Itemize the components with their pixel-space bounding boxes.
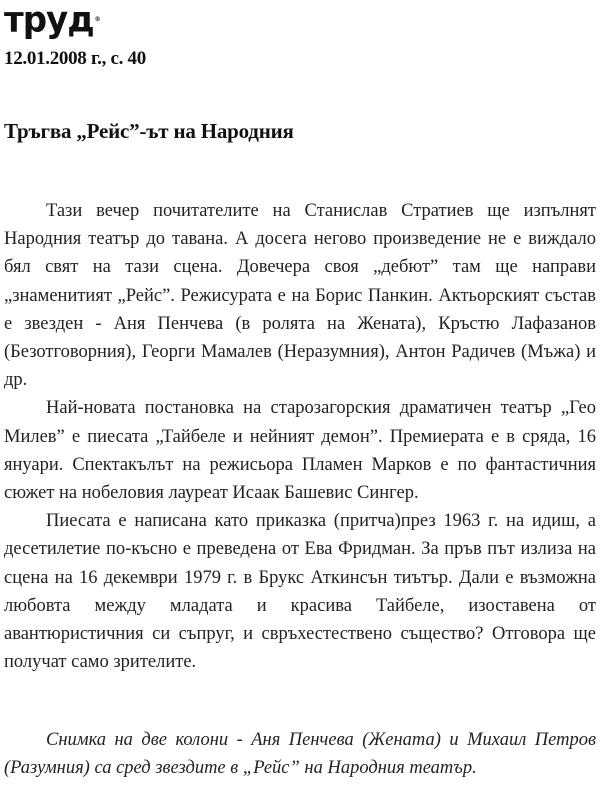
dateline: 12.01.2008 г., с. 40 [4, 48, 146, 69]
registered-mark: ® [94, 15, 100, 24]
newspaper-logo [4, 0, 100, 41]
article-body [4, 197, 596, 676]
photo-caption [4, 726, 596, 782]
photo-caption-text: Снимка на две колони - Аня Пенчева (Жената) и Михаил Петров (Разумния) са сред звездите в „Рейс” на Народния театър. [4, 730, 596, 779]
article-paragraph: Тази вечер почитателите на Станислав Стратиев ще изпълнят Народния театър до тавана. А досега негово произведение не е виждало бял свят на тази сцена. Довечера своя „дебют” там ще направи „знаменитият „Рейс”. Режисурата е на Борис Панкин. Актьорският състав е звезден - Аня Пенчева (в ролята на Жената), Кръстю Лафазанов (Безотговорния), Георги Мамалев (Неразумния), Антон Радичев (Мъжа) и др. [4, 201, 596, 391]
article-headline: Тръгва „Рейс”-ът на Народния [4, 119, 294, 143]
article-paragraph: Най-новата постановка на старозагорския драматичен театър „Гео Милев” е пиесата „Тайбеле и нейният демон”. Премиерата е в сряда, 16 януари. Спектакълът на режисьора Пламен Марков е по фантастичния сюжет на нобеловия лауреат Исаак Башевис Сингер. [4, 398, 596, 504]
logo-text: труд [4, 0, 94, 41]
article-paragraph: Пиесата е написана като приказка (притча)през 1963 г. на идиш, а десетилетие по-късно е преведена от Ева Фридман. За пръв път излиза на сцена на 16 декември 1979 г. в Брукс Аткинсън тиътър. Дали е възможна любовта между младата и красива Тайбеле, изоставена от авантюристичния си съпруг, и свръхестествено същество? Отговора ще получат само зрителите. [4, 511, 596, 673]
